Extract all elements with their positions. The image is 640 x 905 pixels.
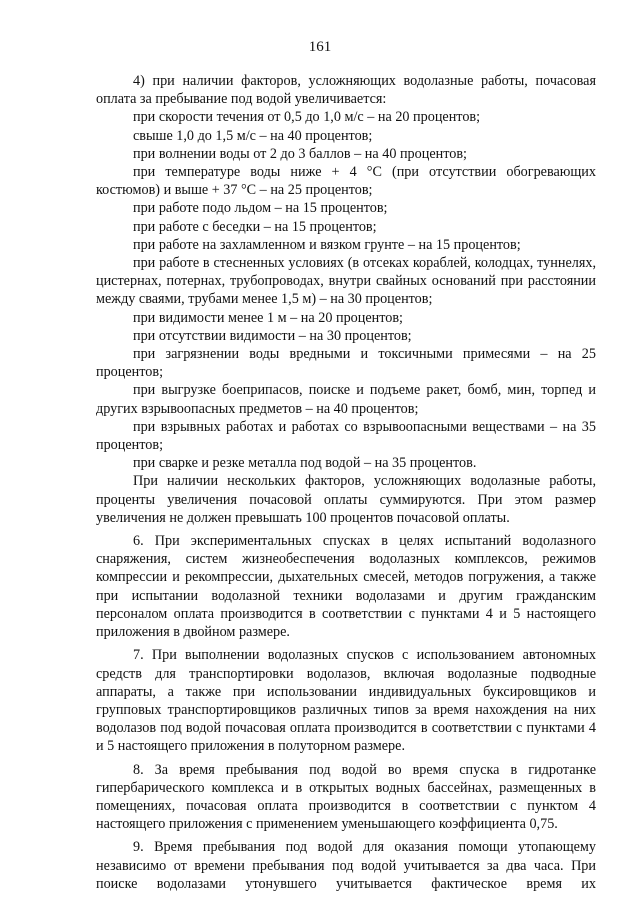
paragraph-8-hydrotank: 8. За время пребывания под водой во время спуска в гидротанке гипербарического комплекса и в открытых водных бассейнах, размещенных в помещениях, почасовая оплата производится в соответствии с пунктом 4 настоящего приложения с применением уменьшающего коэффициента 0,75. — [96, 761, 596, 833]
list-item-water-temperature: при температуре воды ниже + 4 °С (при отсутствии обогревающих костюмов) и выше + 37 °С – на 25 процентов; — [96, 164, 596, 199]
list-item-low-visibility: при видимости менее 1 м – на 20 процентов; — [133, 309, 403, 326]
list-item-no-visibility: при отсутствии видимости – на 30 процентов; — [133, 327, 412, 344]
paragraph-9-rescue-time: 9. Время пребывания под водой для оказания помощи утопающему независимо от времени пребывания под водой учитывается за два часа. При поиске водолазами утонувшего учитывается фактическое время их — [96, 839, 596, 892]
list-item-ammunition-unloading: при выгрузке боеприпасов, поиске и подъеме ракет, бомб, мин, торпед и других взрывоопасных предметов – на 40 процентов; — [96, 382, 596, 417]
list-item-polluted-water: при загрязнении воды вредными и токсичными примесями – на 25 процентов; — [96, 346, 596, 381]
paragraph-factors-intro: 4) при наличии факторов, усложняющих водолазные работы, почасовая оплата за пребывание под водой увеличивается: — [96, 73, 596, 108]
list-item-explosive-works: при взрывных работах и работах со взрывоопасными веществами – на 35 процентов; — [96, 418, 596, 454]
paragraph-7-autonomous-means: 7. При выполнении водолазных спусков с использованием автономных средств для транспортировки водолазов, включая водолазные подводные аппараты, а также при использовании индивидуальных буксировщиков и групповых транспортировщиков различных типов за время нахождения на них водолазов под водой почасовая оплата производится в соответствии с пунктами 4 и 5 настоящего приложения в полуторном размере. — [96, 647, 596, 755]
document-body — [96, 72, 596, 893]
paragraph-6-experimental-dives: 6. При экспериментальных спусках в целях испытаний водолазного снаряжения, систем жизнеобеспечения водолазных комплексов, режимов компрессии и рекомпрессии, дыхательных смесей, методов погружения, а также при испытании водолазной техники водолазами и другим гражданским персоналом оплата производится в соответствии с пунктами 4 и 5 настоящего приложения в двойном размере. — [96, 533, 596, 641]
list-item-welding: при сварке и резке металла под водой – на 35 процентов. — [133, 455, 477, 472]
list-item-from-platform: при работе с беседки – на 15 процентов; — [133, 218, 377, 235]
paragraph-multiple-factors: При наличии нескольких факторов, усложняющих водолазные работы, проценты увеличения почасовой оплаты суммируются. При этом размер увеличения не должен превышать 100 процентов почасовой оплаты. — [96, 473, 596, 526]
list-item-cluttered-ground: при работе на захламленном и вязком грунте – на 15 процентов; — [133, 236, 521, 253]
list-item-current-speed-high: свыше 1,0 до 1,5 м/с – на 40 процентов; — [133, 127, 373, 144]
list-item-under-ice: при работе подо льдом – на 15 процентов; — [133, 200, 388, 217]
page-number: 161 — [308, 39, 332, 55]
list-item-confined-conditions: при работе в стесненных условиях (в отсеках кораблей, колодцах, туннелях, цистернах, потернах, трубопроводах, внутри свайных оснований при расстоянии между сваями, трубами менее 1,5 м) – на 30 процентов; — [96, 255, 596, 308]
list-item-current-speed-low: при скорости течения от 0,5 до 1,0 м/с – на 20 процентов; — [133, 109, 481, 126]
list-item-waves: при волнении воды от 2 до 3 баллов – на 40 процентов; — [133, 145, 467, 162]
